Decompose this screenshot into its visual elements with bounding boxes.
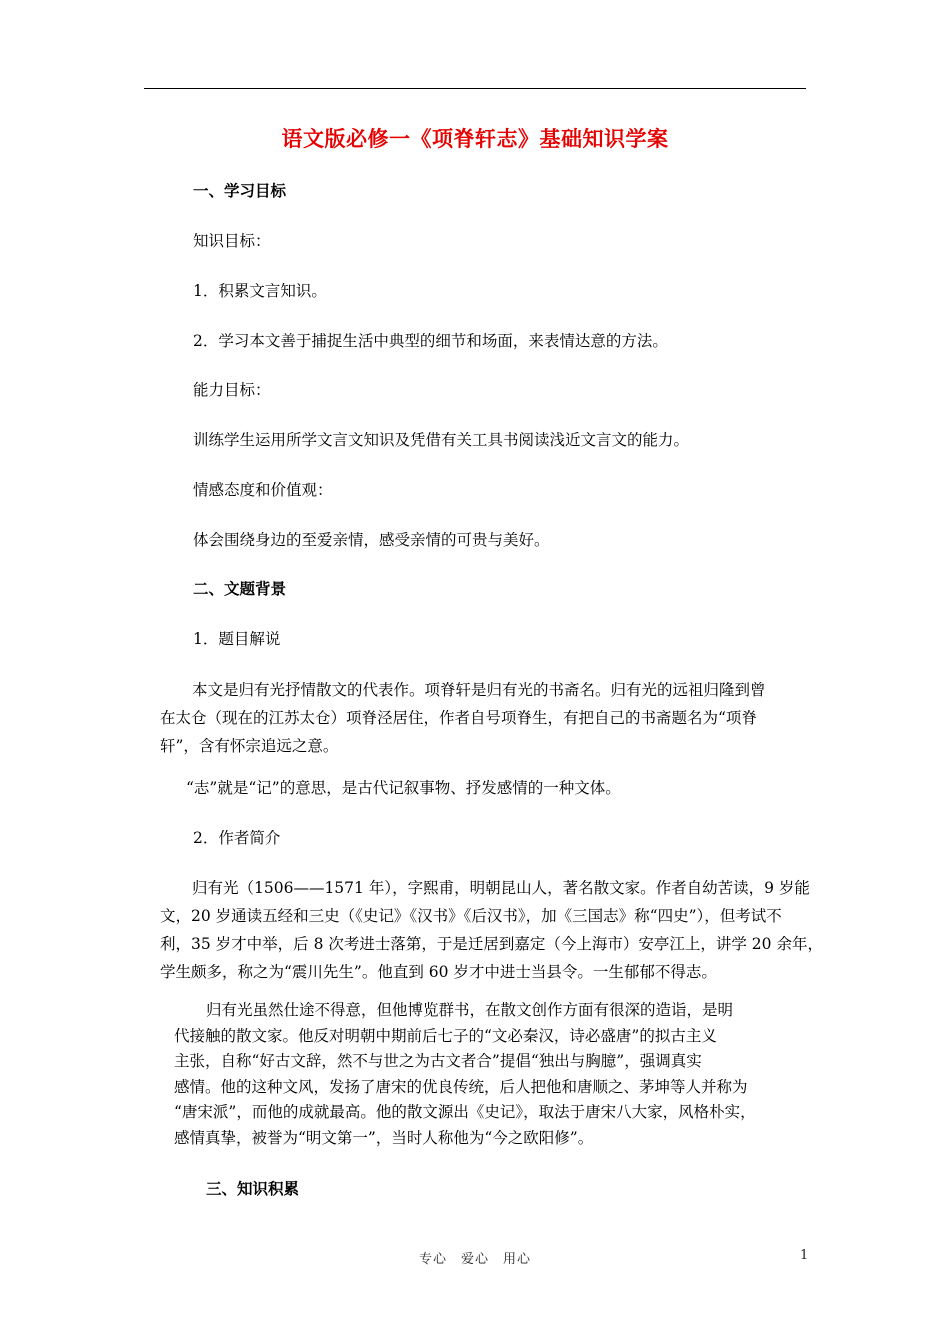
emotion-goal-label: 情感态度和价值观： — [193, 481, 333, 499]
paragraph-line: 感情。他的这种文风，发扬了唐宋的优良传统，后人把他和唐顺之、茅坤等人并称为 — [174, 1077, 748, 1096]
paragraph-line: 主张，自称“好古文辞，然不与世之为古文者合”提倡“独出与胸臆”，强调真实 — [174, 1052, 702, 1070]
paragraph-author-bio — [160, 874, 823, 986]
page-number: 1 — [800, 1248, 809, 1263]
paragraph-line: 轩”，含有怀宗追远之意。 — [160, 737, 339, 755]
subheading-author-intro: 2．作者简介 — [193, 829, 281, 847]
footer-motto: 专心 爱心 用心 — [418, 1252, 531, 1267]
paragraph-line: 在太仓（现在的江苏太仓）项脊泾居住，作者自号项脊生，有把自己的书斋题名为“项脊 — [160, 709, 757, 727]
paragraph-author-style — [174, 998, 756, 1151]
header-rule — [144, 88, 806, 89]
emotion-goal-text: 体会围绕身边的至爱亲情，感受亲情的可贵与美好。 — [193, 531, 550, 549]
document-title: 语文版必修一《项脊轩志》基础知识学案 — [281, 126, 669, 151]
paragraph-line: 代接触的散文家。他反对明朝中期前后七子的“文必秦汉，诗必盛唐”的拟古主义 — [174, 1026, 717, 1045]
paragraph-line: 学生颇多，称之为“震川先生”。他直到 60 岁才中进士当县令。一生郁郁不得志。 — [160, 963, 717, 981]
subheading-title-explanation: 1．题目解说 — [193, 630, 281, 648]
paragraph-zhi-meaning: “志”就是“记”的意思，是古代记叙事物、抒发感情的一种文体。 — [186, 779, 621, 797]
knowledge-item-2: 2．学习本文善于捕捉生活中典型的细节和场面，来表情达意的方法。 — [193, 332, 668, 350]
knowledge-goal-label: 知识目标： — [193, 232, 271, 250]
ability-goal-label: 能力目标： — [193, 381, 271, 399]
paragraph-line: 利，35 岁才中举，后 8 次考进士落第，于是迁居到嘉定（今上海市）安亭江上，讲学 20 余年， — [160, 935, 823, 953]
knowledge-item-1: 1．积累文言知识。 — [193, 282, 327, 300]
section-heading-goals: 一、学习目标 — [193, 181, 287, 200]
section-heading-knowledge: 三、知识积累 — [206, 1179, 300, 1198]
section-heading-background: 二、文题背景 — [193, 579, 287, 598]
paragraph-line: 归有光虽然仕途不得意，但他博览群书，在散文创作方面有很深的造诣，是明 — [206, 1001, 734, 1019]
paragraph-line: “唐宋派”，而他的成就最高。他的散文源出《史记》，取法于唐宋八大家，风格朴实， — [174, 1103, 756, 1121]
paragraph-title-explanation — [160, 676, 766, 760]
paragraph-line: 归有光（1506——1571 年），字熙甫，明朝昆山人，著名散文家。作者自幼苦读，9 岁能 — [192, 879, 810, 897]
paragraph-line: 文，20 岁通读五经和三史（《史记》《汉书》《后汉书》，加《三国志》称“四史”），但考试不 — [160, 907, 782, 925]
ability-goal-text: 训练学生运用所学文言文知识及凭借有关工具书阅读浅近文言文的能力。 — [193, 431, 690, 449]
paragraph-line: 本文是归有光抒情散文的代表作。项脊轩是归有光的书斋名。归有光的远祖归隆到曾 — [192, 681, 766, 699]
paragraph-line: 感情真挚，被誉为“明文第一”，当时人称他为“今之欧阳修”。 — [174, 1128, 594, 1147]
